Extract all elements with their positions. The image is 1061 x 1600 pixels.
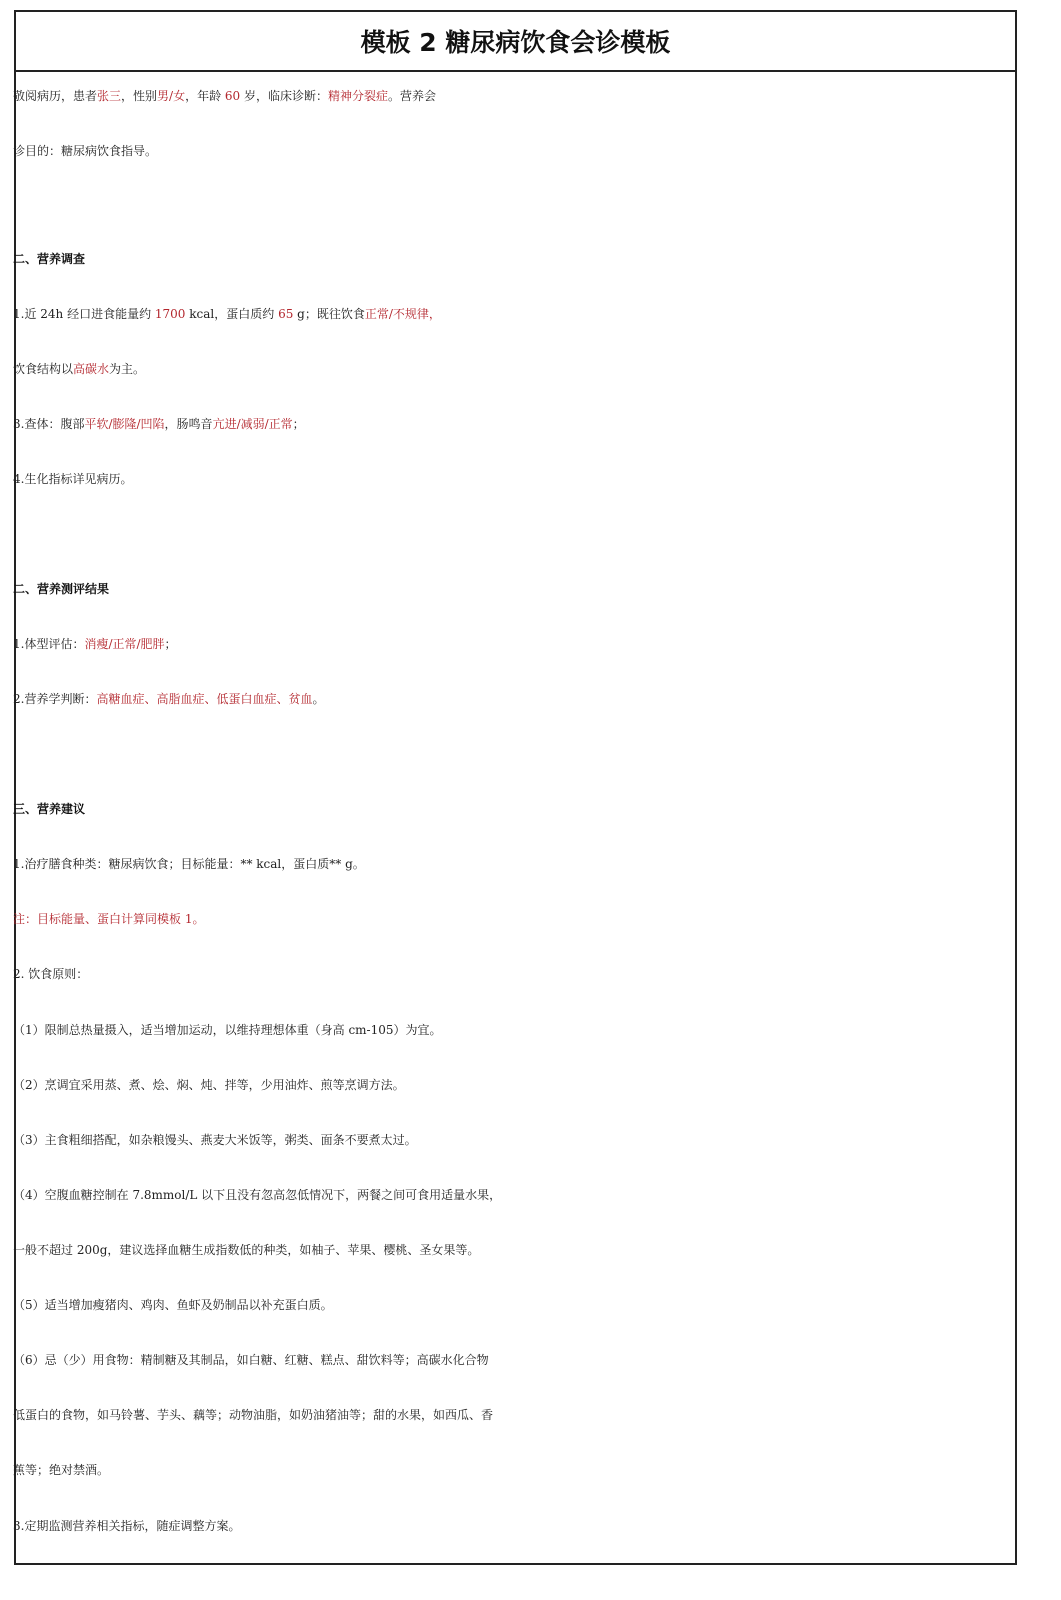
- advice-note: 注：目标能量、蛋白计算同模板 1。: [13, 912, 205, 926]
- principle-4-line-2: 一般不超过 200g，建议选择血糖生成指数低的种类，如柚子、苹果、樱桃、圣女果等。: [13, 1243, 480, 1257]
- abdomen-status: 平软/膨隆/凹陷: [84, 417, 165, 431]
- survey-item-3: [13, 407, 1049, 441]
- principle-3: （3）主食粗细搭配，如杂粮馒头、燕麦大米饭等，粥类、面条不要煮太过。: [13, 1133, 417, 1147]
- survey-item-4: 4.生化指标详见病历。: [13, 472, 133, 486]
- principle-4-line-1: （4）空腹血糖控制在 7.8mmol/L 以下且没有忽高忽低情况下，两餐之间可食用适量水果，: [13, 1188, 502, 1202]
- body-type: 消瘦/正常/肥胖: [84, 637, 165, 651]
- survey-item-1: [13, 297, 1049, 331]
- clinical-diagnosis: 精神分裂症: [328, 89, 389, 103]
- advice-item-3: 3.定期监测营养相关指标，随症调整方案。: [13, 1519, 241, 1533]
- bowel-sounds: 亢进/减弱/正常: [212, 417, 293, 431]
- nutrition-judgment: 高糖血症、高脂血症、低蛋白血症、贫血: [96, 692, 313, 706]
- intro-text: 敬阅病历，患者: [13, 89, 98, 103]
- survey-text: 饮食结构以: [13, 362, 74, 376]
- template-title: 模板 2 糖尿病饮食会诊模板: [16, 12, 1015, 72]
- patient-name: 张三: [97, 89, 122, 103]
- assessment-item-2: [13, 682, 1049, 716]
- survey-text: 3.查体：腹部: [13, 417, 85, 431]
- patient-age: 60: [224, 89, 241, 103]
- section-heading-assessment: 二、营养测评结果: [13, 582, 110, 596]
- survey-text: ；: [292, 417, 305, 431]
- patient-sex: 男/女: [157, 89, 186, 103]
- diet-structure: 高碳水: [73, 362, 110, 376]
- survey-text: kcal，蛋白质约: [185, 307, 279, 321]
- intro-text: ，年龄: [185, 89, 225, 103]
- survey-text: 为主。: [109, 362, 146, 376]
- intro-line-2: 诊目的：糖尿病饮食指导。: [13, 144, 158, 158]
- intake-energy: 1700: [154, 307, 186, 321]
- intro-text: 。营养会: [388, 89, 437, 103]
- survey-text: g；既往饮食: [293, 307, 365, 321]
- intro-line-1: [13, 79, 1049, 113]
- assessment-label: 1.体型评估：: [13, 637, 85, 651]
- principle-6-line-2: 低蛋白的食物，如马铃薯、芋头、藕等；动物油脂，如奶油猪油等；甜的水果，如西瓜、香: [13, 1408, 494, 1422]
- principle-1: （1）限制总热量摄入，适当增加运动，以维持理想体重（身高 cm-105）为宜。: [13, 1023, 442, 1037]
- advice-item-2: 2. 饮食原则：: [13, 967, 89, 981]
- survey-text: ，肠鸣音: [164, 417, 213, 431]
- section-heading-survey: 二、营养调查: [13, 252, 86, 266]
- past-diet: 正常/不规律，: [364, 307, 441, 321]
- principle-5: （5）适当增加瘦猪肉、鸡肉、鱼虾及奶制品以补充蛋白质。: [13, 1298, 333, 1312]
- assessment-text: ；: [164, 637, 177, 651]
- intake-protein: 65: [278, 307, 294, 321]
- advice-item-1: 1.治疗膳食种类：糖尿病饮食；目标能量：** kcal，蛋白质** g。: [13, 857, 365, 871]
- assessment-label: 2.营养学判断：: [13, 692, 97, 706]
- assessment-item-1: [13, 627, 1049, 661]
- principle-2: （2）烹调宜采用蒸、煮、烩、焖、炖、拌等，少用油炸、煎等烹调方法。: [13, 1078, 405, 1092]
- survey-item-1-line-2: [13, 352, 1049, 386]
- intro-text: ，性别: [121, 89, 158, 103]
- intro-text: 岁，临床诊断：: [240, 89, 329, 103]
- assessment-text: 。: [312, 692, 325, 706]
- principle-6-line-1: （6）忌（少）用食物：精制糖及其制品，如白糖、红糖、糕点、甜饮料等；高碳水化合物: [13, 1353, 489, 1367]
- section-heading-advice: 三、营养建议: [13, 802, 86, 816]
- survey-text: 1.近 24h 经口进食能量约: [13, 307, 155, 321]
- principle-6-line-3: 蕉等；绝对禁酒。: [13, 1463, 110, 1477]
